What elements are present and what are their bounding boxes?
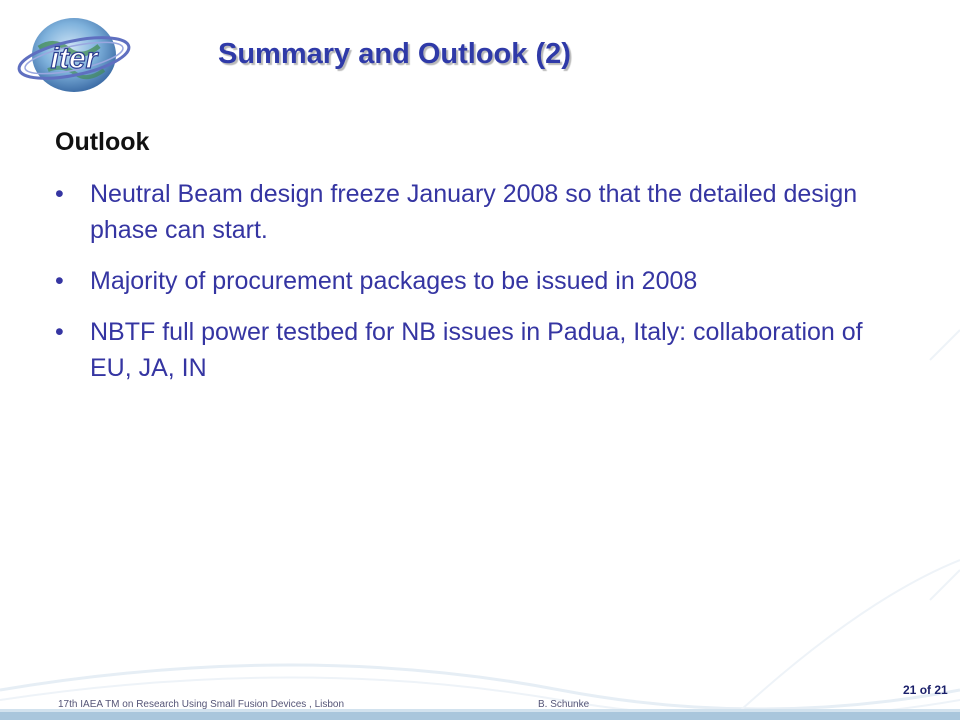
logo-text: iter xyxy=(50,42,98,75)
page-current: 21 xyxy=(903,683,917,697)
iter-globe-logo-icon xyxy=(14,8,132,100)
bullet-marker: • xyxy=(55,180,64,208)
slide-title: Summary and Outlook (2) xyxy=(218,38,571,70)
page-total: 21 xyxy=(934,683,948,697)
bullet-text: Majority of procurement packages to be issued in 2008 xyxy=(90,267,698,295)
bullet-item xyxy=(55,176,875,248)
bullet-list xyxy=(55,176,875,401)
bullet-marker: • xyxy=(55,318,64,346)
bullet-item xyxy=(55,314,875,386)
bullet-item xyxy=(55,263,875,299)
page-number xyxy=(903,683,948,697)
bullet-text: Neutral Beam design freeze January 2008 so that the detailed design phase can start. xyxy=(90,180,858,244)
footer-author: B. Schunke xyxy=(538,699,590,710)
section-heading: Outlook xyxy=(55,128,150,156)
bullet-text: NBTF full power testbed for NB issues in Padua, Italy: collaboration of EU, JA, IN xyxy=(90,318,863,382)
footer-event: 17th IAEA TM on Research Using Small Fusion Devices , Lisbon xyxy=(58,699,345,710)
bullet-marker: • xyxy=(55,267,64,295)
page-separator: of xyxy=(919,683,932,697)
